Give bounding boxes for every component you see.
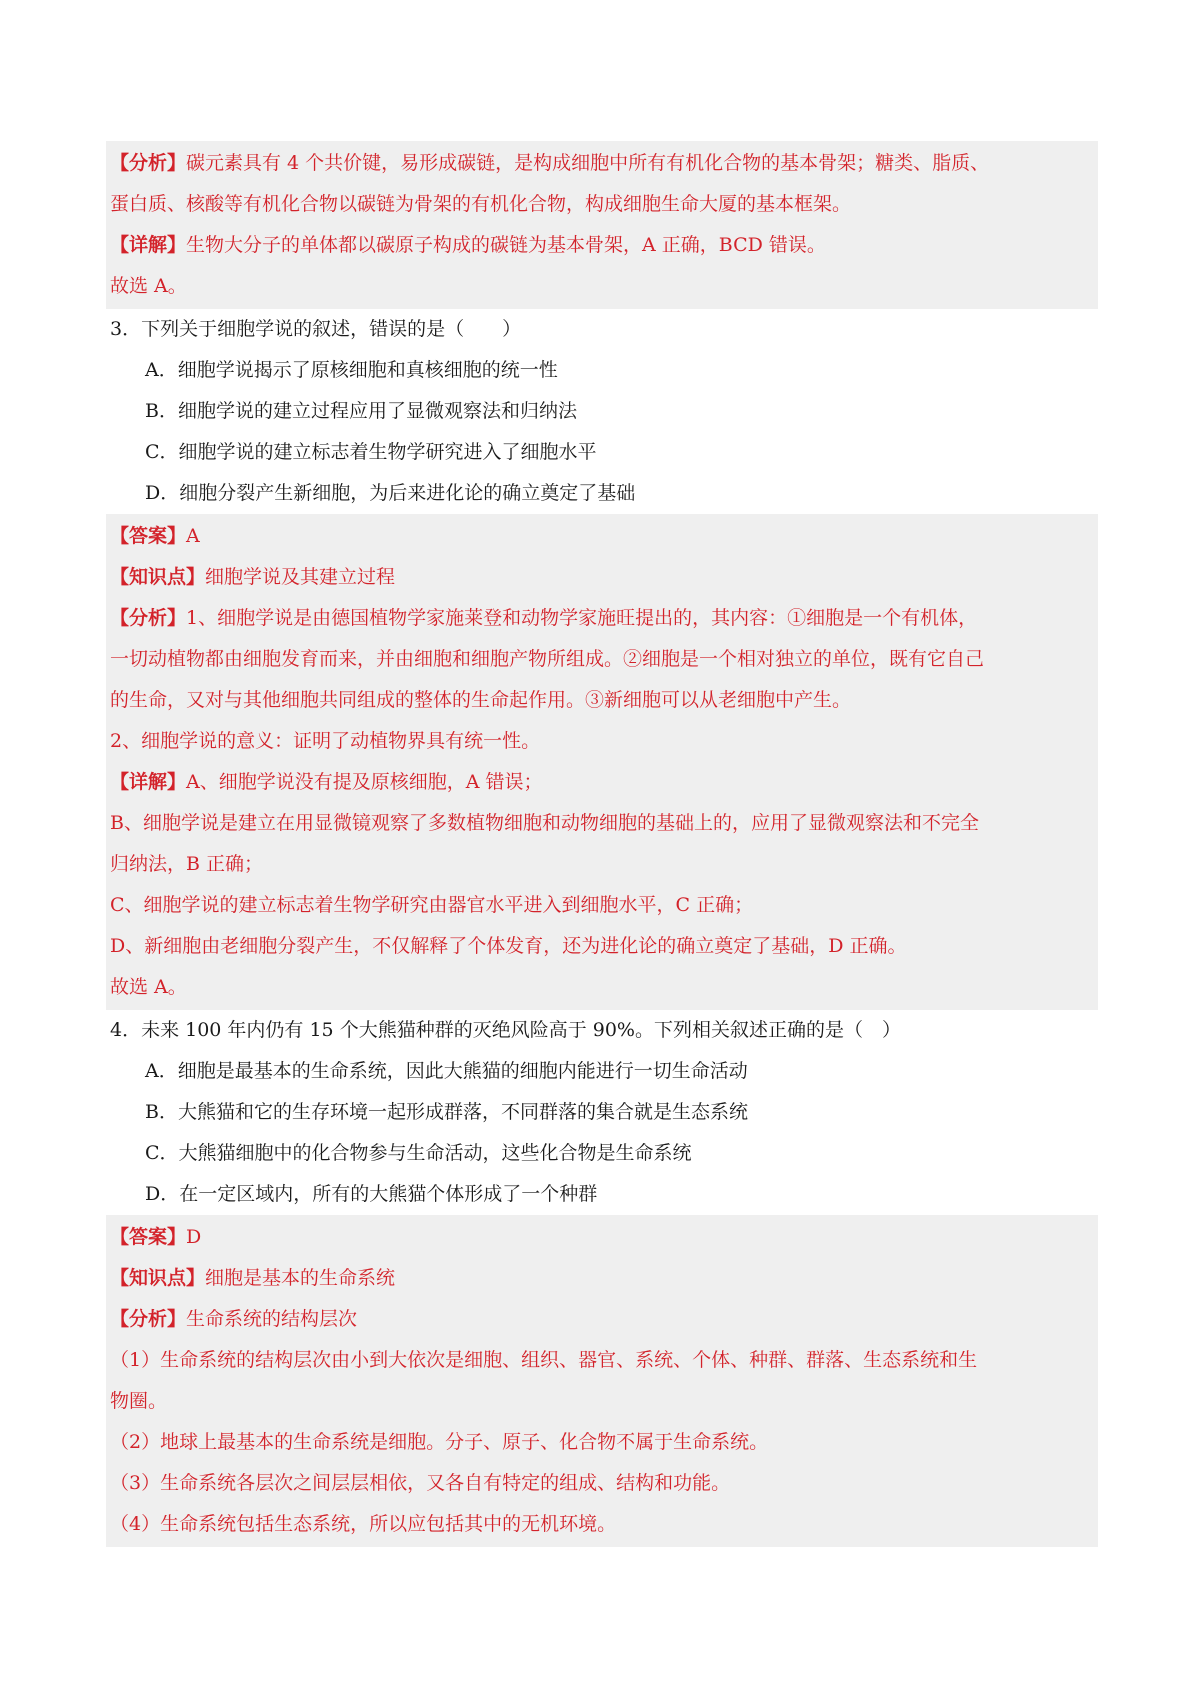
solution-block-q3 — [106, 514, 1098, 1010]
option-b: B．大熊猫和它的生存环境一起形成群落，不同群落的集合就是生态系统 — [145, 1101, 748, 1123]
detail-line: 归纳法，B 正确； — [110, 853, 264, 875]
option-d: D．在一定区域内，所有的大熊猫个体形成了一个种群 — [145, 1183, 598, 1205]
analysis-tag: 【分析】 — [110, 607, 187, 629]
conclusion-line: 故选 A。 — [110, 275, 187, 297]
analysis-line: 蛋白质、核酸等有机化合物以碳链为骨架的有机化合物，构成细胞生命大厦的基本框架。 — [110, 193, 852, 215]
detail-line: 【详解】生物大分子的单体都以碳原子构成的碳链为基本骨架，A 正确，BCD 错误。 — [110, 234, 826, 256]
knowledge-line: 【知识点】细胞学说及其建立过程 — [110, 566, 396, 588]
analysis-line: 一切动植物都由细胞发育而来，并由细胞和细胞产物所组成。②细胞是一个相对独立的单位，既有它自己 — [110, 648, 985, 670]
detail-tag: 【详解】 — [110, 234, 187, 256]
option-c: C．大熊猫细胞中的化合物参与生命活动，这些化合物是生命系统 — [145, 1142, 692, 1164]
point-1-line: （1）生命系统的结构层次由小到大依次是细胞、组织、器官、系统、个体、种群、群落、生态系统和生 — [110, 1349, 978, 1371]
analysis-tag: 【分析】 — [110, 1308, 187, 1330]
point-1-line: 物圈。 — [110, 1390, 168, 1412]
knowledge-line: 【知识点】细胞是基本的生命系统 — [110, 1267, 396, 1289]
option-b: B．细胞学说的建立过程应用了显微观察法和归纳法 — [145, 400, 577, 422]
question-3 — [110, 309, 1098, 514]
option-c: C．细胞学说的建立标志着生物学研究进入了细胞水平 — [145, 441, 597, 463]
page-content — [110, 141, 1098, 1547]
analysis-line: 【分析】生命系统的结构层次 — [110, 1308, 358, 1330]
option-a: A．细胞是最基本的生命系统，因此大熊猫的细胞内能进行一切生命活动 — [145, 1060, 748, 1082]
analysis-tag: 【分析】 — [110, 152, 187, 174]
detail-line: C、细胞学说的建立标志着生物学研究由器官水平进入到细胞水平，C 正确； — [110, 894, 754, 916]
answer-line: 【答案】A — [110, 525, 200, 547]
option-d: D．细胞分裂产生新细胞，为后来进化论的确立奠定了基础 — [145, 482, 636, 504]
option-a: A．细胞学说揭示了原核细胞和真核细胞的统一性 — [145, 359, 558, 381]
conclusion-line: 故选 A。 — [110, 976, 187, 998]
solution-block-q4 — [106, 1215, 1098, 1547]
analysis-line: 2、细胞学说的意义：证明了动植物界具有统一性。 — [110, 730, 541, 752]
solution-block-q2 — [106, 141, 1098, 309]
detail-tag: 【详解】 — [110, 771, 187, 793]
analysis-line: 的生命，又对与其他细胞共同组成的整体的生命起作用。③新细胞可以从老细胞中产生。 — [110, 689, 852, 711]
answer-tag: 【答案】 — [110, 1226, 187, 1248]
knowledge-tag: 【知识点】 — [110, 1267, 206, 1289]
point-4-line: （4）生命系统包括生态系统，所以应包括其中的无机环境。 — [110, 1513, 617, 1535]
answer-tag: 【答案】 — [110, 525, 187, 547]
question-stem: 4．未来 100 年内仍有 15 个大熊猫种群的灭绝风险高于 90%。下列相关叙述正确的是（ ） — [110, 1019, 901, 1041]
point-2-line: （2）地球上最基本的生命系统是细胞。分子、原子、化合物不属于生命系统。 — [110, 1431, 769, 1453]
detail-line: 【详解】A、细胞学说没有提及原核细胞，A 错误； — [110, 771, 543, 793]
detail-line: B、细胞学说是建立在用显微镜观察了多数植物细胞和动物细胞的基础上的，应用了显微观察法和不完全 — [110, 812, 979, 834]
analysis-line: 【分析】1、细胞学说是由德国植物学家施莱登和动物学家施旺提出的，其内容：①细胞是一个有机体， — [110, 607, 978, 629]
point-3-line: （3）生命系统各层次之间层层相依，又各自有特定的组成、结构和功能。 — [110, 1472, 731, 1494]
analysis-line: 【分析】碳元素具有 4 个共价键，易形成碳链，是构成细胞中所有有机化合物的基本骨架；糖类、脂质、 — [110, 152, 990, 174]
detail-line: D、新细胞由老细胞分裂产生，不仅解释了个体发育，还为进化论的确立奠定了基础，D 正确。 — [110, 935, 907, 957]
question-4 — [110, 1010, 1098, 1215]
question-stem: 3．下列关于细胞学说的叙述，错误的是（ ） — [110, 318, 522, 340]
knowledge-tag: 【知识点】 — [110, 566, 206, 588]
answer-line: 【答案】D — [110, 1226, 202, 1248]
